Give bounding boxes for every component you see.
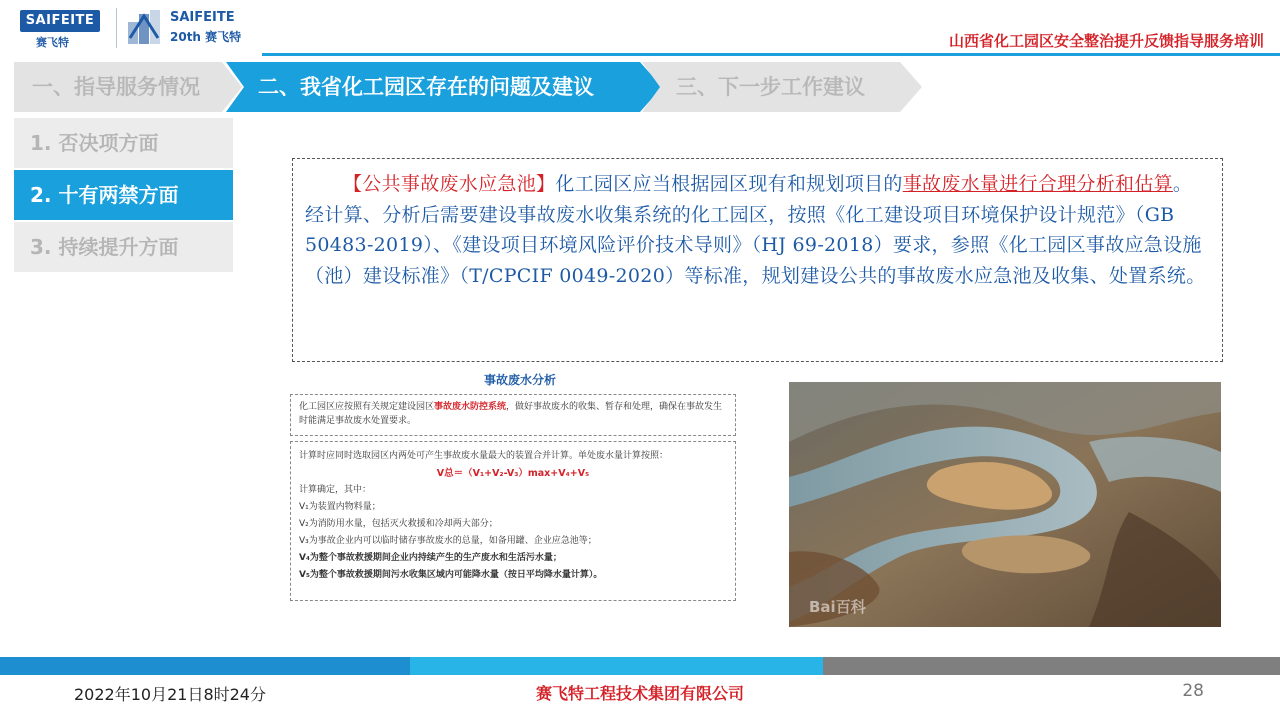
tab-label: 一、指导服务情况 (32, 75, 200, 99)
calc-v2: V₂为消防用水量，包括灭火救援和冷却两大部分； (299, 519, 498, 529)
tab-guidance-service[interactable] (14, 62, 244, 112)
side-item-continuous[interactable]: 3. 持续提升方面 (14, 222, 233, 272)
main-highlight: 事故废水量进行合理分析和估算 (902, 173, 1173, 195)
footer-bar-segment (0, 657, 410, 675)
anniversary-mark-icon (126, 8, 162, 48)
tab-label: 二、我省化工园区存在的问题及建议 (258, 75, 594, 99)
tab-issues-suggestions[interactable] (226, 62, 666, 112)
calc-v1: V₁为装置内物料量； (299, 502, 381, 512)
analysis-box1-text-a: 化工园区应按照有关规定建设园区 (299, 402, 435, 412)
main-text-box (292, 158, 1223, 362)
main-text-part-a: 化工园区应当根据园区现有和规划项目的 (555, 173, 903, 195)
calc-note: 计算确定，其中： (299, 485, 372, 495)
logo-brand-text: SAIFEITE (20, 10, 100, 32)
analysis-box1-highlight: 事故废水防控系统 (434, 402, 507, 412)
anniversary-brand-text: SAIFEITE (170, 10, 235, 25)
side-item-veto[interactable]: 1. 否决项方面 (14, 118, 233, 168)
footer-company: 赛飞特工程技术集团有限公司 (535, 684, 744, 703)
tab-label: 三、下一步工作建议 (676, 75, 865, 99)
logo-cn-text: 赛飞特 (36, 36, 69, 49)
calc-intro: 计算时应同时选取园区内两处可产生事故废水量最大的装置合并计算。单处废水量计算按照： (299, 451, 669, 461)
side-item-ten-two[interactable]: 2. 十有两禁方面 (14, 170, 233, 220)
logo-divider (116, 8, 117, 48)
main-text-part-b: 。经计算、分析后需要建设事故废水收集系统的化工园区，按照《化工建设项目环境保护设计规范》（GB 50483-2019）、《建设项目环境风险评价技术导则》（HJ 69-2018）要求，参照《化工园区事故应急设施（池）建设标准》（T/CPCIF 0049-2020）等标准，规划建设公共的事故废水应急池及收集、处置系统。 (305, 173, 1206, 287)
photo-watermark: Bai百科 (809, 598, 866, 616)
logo-group (14, 4, 260, 52)
calc-formula: V总＝（V₁+V₂-V₃）max+V₄+V₅ (436, 468, 590, 479)
anniversary-sub-text: 20th 赛飞特 (170, 30, 242, 44)
bracket-title: 【公共事故废水应急池】 (343, 173, 556, 195)
main-paragraph (305, 169, 1210, 291)
footer-bar-segment (410, 657, 823, 675)
river-aerial-photo (789, 382, 1221, 627)
training-title: 山西省化工园区安全整治提升反馈指导服务培训 (948, 32, 1264, 50)
calc-v3: V₃为事故企业内可以临时储存事故废水的总量，如备用罐、企业应急池等； (299, 536, 597, 546)
river-photo-image (789, 382, 1221, 627)
tab-next-steps[interactable] (642, 62, 924, 112)
anniversary-logo (124, 4, 260, 52)
footer-bar-segment (823, 657, 1280, 675)
footer-date: 2022年10月21日8时24分 (74, 685, 266, 704)
analysis-calculation-box (290, 441, 736, 601)
calc-v4: V₄为整个事故救援期间企业内持续产生的生产废水和生活污水量； (299, 553, 562, 563)
analysis-title: 事故废水分析 (483, 373, 556, 387)
calc-v5: V₅为整个事故救援期间污水收集区域内可能降水量（按日平均降水量计算）。 (299, 570, 603, 580)
page-number: 28 (1182, 681, 1204, 701)
saifeite-logo (14, 4, 114, 52)
analysis-requirement-box (290, 394, 736, 436)
analysis-box1-text-b: ，做好事故废水的收集、暂存和处理，确保在事故发生时能满足事故废水处置要求。 (299, 402, 723, 426)
header-divider (262, 53, 1280, 56)
